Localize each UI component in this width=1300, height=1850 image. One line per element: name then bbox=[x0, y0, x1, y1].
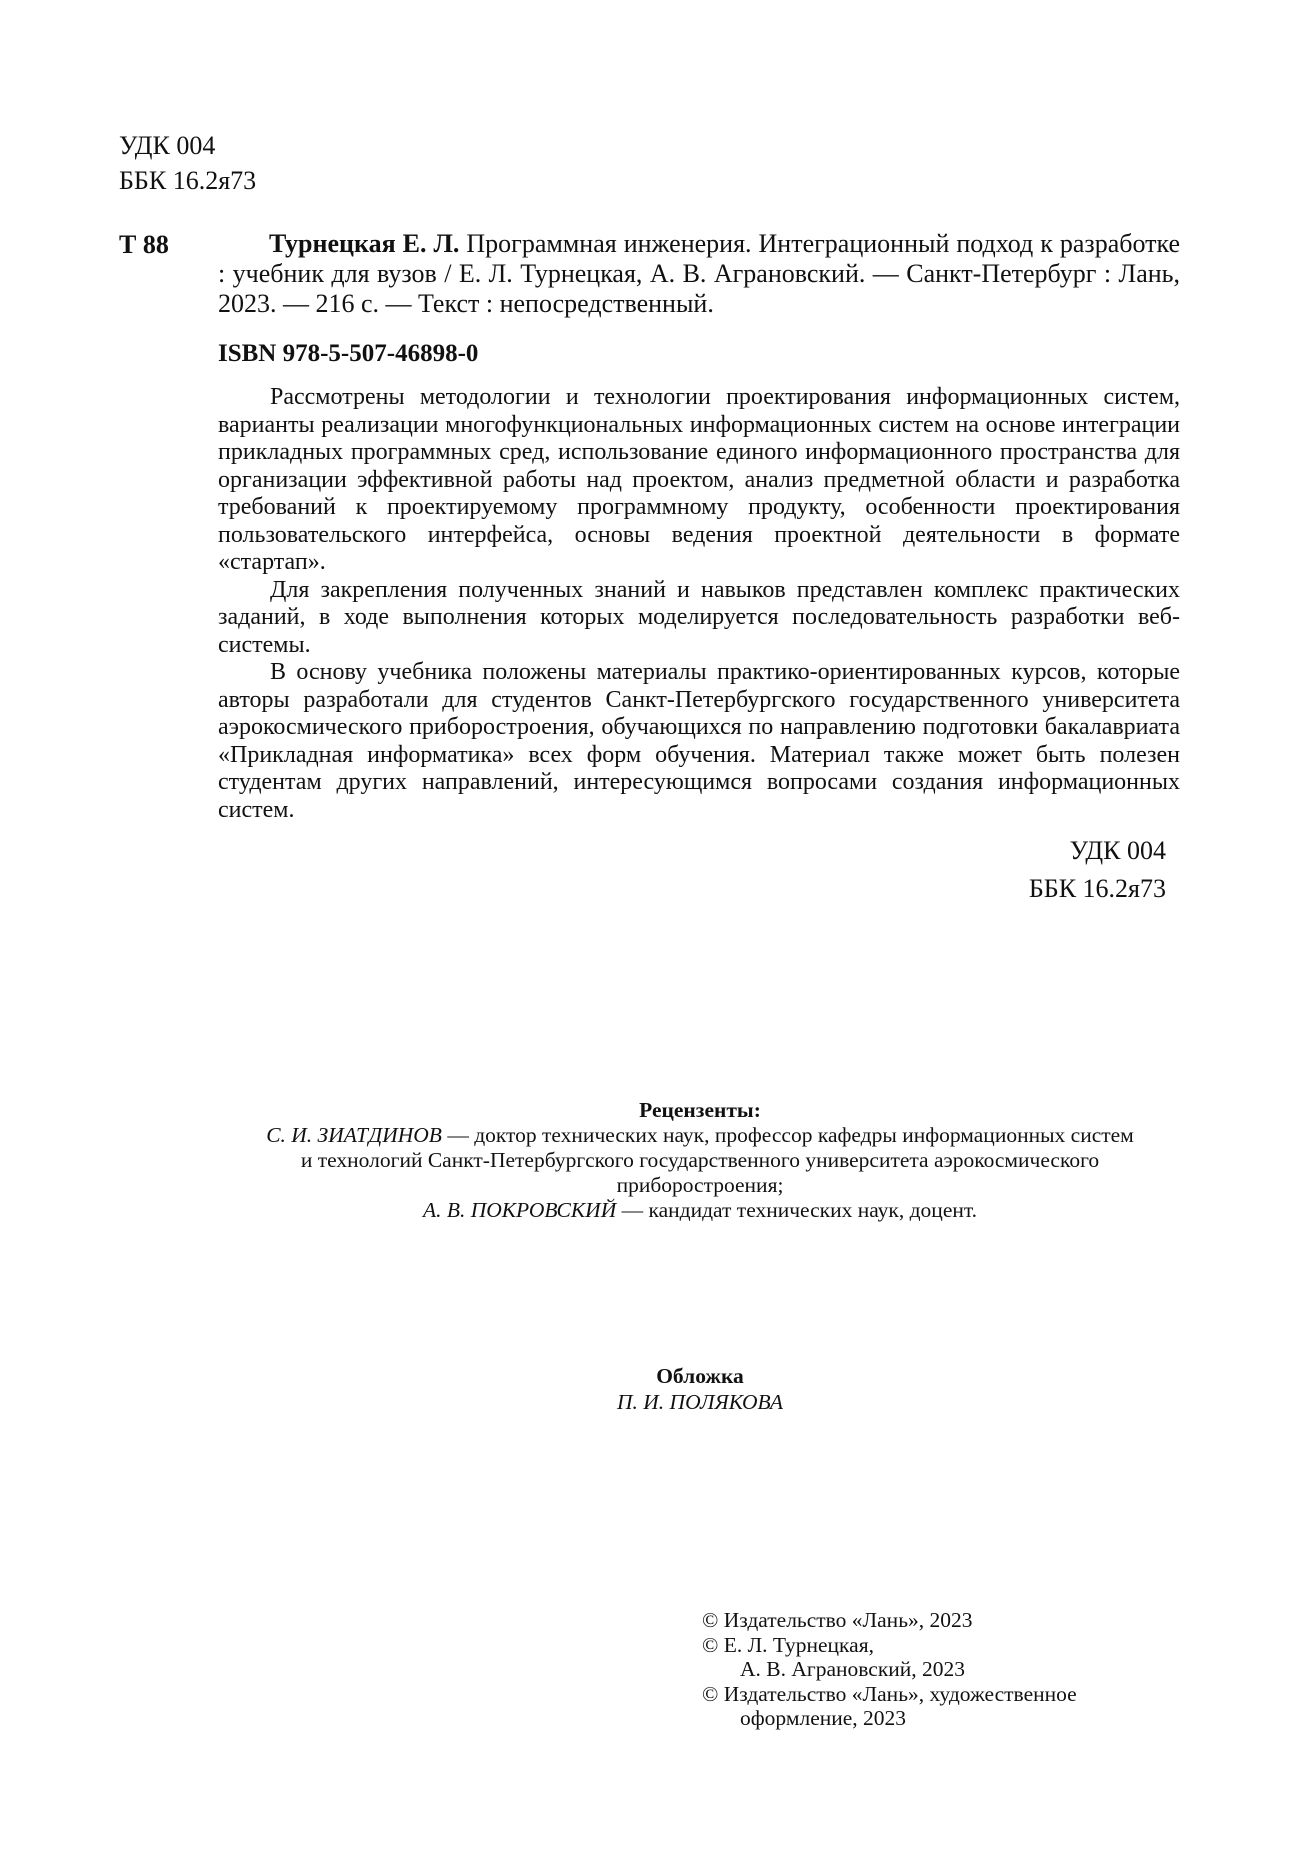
reviewers-heading: Рецензенты: bbox=[639, 1098, 761, 1122]
copyright-line: оформление, 2023 bbox=[740, 1706, 907, 1730]
annotation-paragraph: Рассмотрены методологии и технологии проектирования информационных систем, варианты реализации многофункциональных информационных систем на основе интеграции прикладных программных сред, использование единого информационного пространства для организации эффективной работы над проектом, анализ предметной области и разработка требований к проектируемому программному продукту, особенности проектирования пользовательского интерфейса, основы ведения проектной деятельности в формате «стартап». bbox=[218, 384, 1180, 575]
reviewer-desc: — кандидат технических наук, доцент. bbox=[616, 1198, 978, 1222]
copyright-line: © Е. Л. Турнецкая, bbox=[702, 1632, 874, 1657]
reviewer-first bbox=[200, 1123, 1200, 1148]
reviewers-section bbox=[200, 1098, 1200, 1223]
copyright-line: © Издательство «Лань», 2023 bbox=[702, 1608, 973, 1632]
bottom-classification bbox=[900, 832, 1166, 908]
annotation-paragraph: Для закрепления полученных знаний и навыков представлен комплекс практических заданий, в ходе выполнения которых моделируется последовательность разработки веб-системы. bbox=[218, 576, 1180, 658]
author-lead: Турнецкая Е. Л. bbox=[269, 229, 460, 258]
reviewer-name: С. И. ЗИАТДИНОВ bbox=[266, 1123, 442, 1147]
cover-credit bbox=[500, 1363, 900, 1415]
bbk-code: ББК 16.2я73 bbox=[119, 166, 257, 195]
annotation-paragraph: В основу учебника положены материалы практико-ориентированных курсов, которые авторы разработали для студентов Санкт-Петербургского государственного университета аэрокосмического приборостроения, обучающихся по направлению подготовки бакалавриата «Прикладная информатика» всех форм обучения. Материал также может быть полезен студентам других направлений, интересующимся вопросами создания информационных систем. bbox=[218, 659, 1180, 823]
cover-artist: П. И. ПОЛЯКОВА bbox=[616, 1390, 783, 1414]
annotation bbox=[218, 384, 1180, 824]
bbk-code: ББК 16.2я73 bbox=[1028, 874, 1166, 903]
udk-code: УДК 004 bbox=[119, 131, 216, 160]
isbn: ISBN 978-5-507-46898-0 bbox=[218, 340, 479, 367]
copyright-block bbox=[702, 1608, 1152, 1731]
udk-code: УДК 004 bbox=[1069, 836, 1166, 865]
reviewer-desc-line: приборостроения; bbox=[616, 1173, 784, 1197]
bibliographic-record bbox=[218, 229, 1180, 319]
reviewer-desc: — доктор технических наук, профессор кафедры информационных систем bbox=[441, 1123, 1134, 1147]
reviewer-second bbox=[200, 1198, 1200, 1223]
record-text: Программная инженерия. Интеграционный подход к разработке : учебник для вузов / Е. Л. Турнецкая, А. В. Аграновский. — Санкт-Петербург : Лань, 2023. — 216 с. — Текст : непосредственный. bbox=[218, 229, 1181, 318]
top-classification bbox=[119, 128, 256, 198]
reviewer-desc-line: и технологий Санкт-Петербургского государственного университета аэрокосмического bbox=[300, 1148, 1100, 1172]
copyright-line: © Издательство «Лань», художественное bbox=[702, 1681, 1077, 1706]
copyright-line: А. В. Аграновский, 2023 bbox=[740, 1657, 966, 1681]
author-mark: Т 88 bbox=[119, 230, 169, 259]
reviewer-name: А. В. ПОКРОВСКИЙ bbox=[422, 1198, 617, 1222]
cover-heading: Обложка bbox=[656, 1364, 744, 1388]
